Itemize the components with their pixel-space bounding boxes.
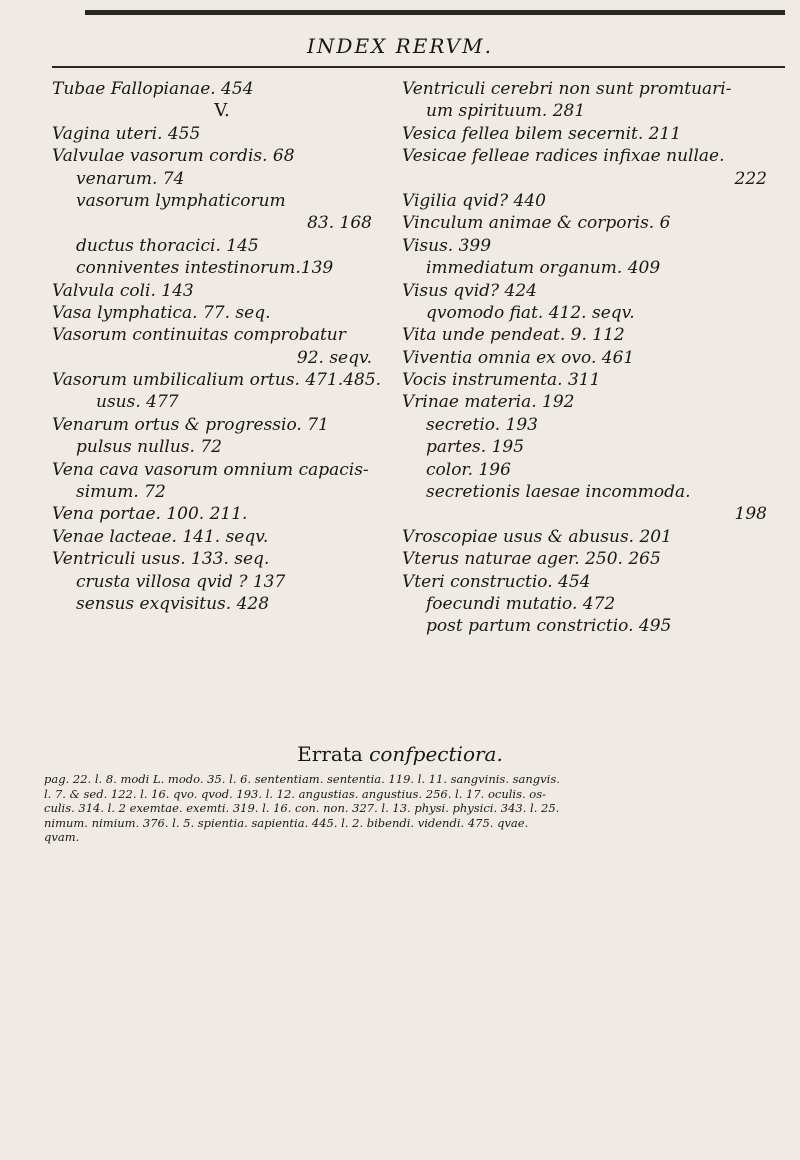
index-entry: sensus exqvisitus. 428 xyxy=(76,593,270,614)
index-entry: Vena portae. 100. 211. xyxy=(52,504,248,525)
index-entry: Viventia omnia ex ovo. 461 xyxy=(402,347,635,368)
errata-line: nimum. nimium. 376. l. 5. spientia. sapientia. 445. l. 2. bibendi. videndi. 475. qvae. xyxy=(44,815,529,830)
index-entry: Vocis instrumenta. 311 xyxy=(402,370,601,391)
index-entry: 198 xyxy=(734,504,767,525)
index-entry: Vesicae felleae radices infixae nullae. xyxy=(402,146,725,167)
index-entry: 92. seqv. xyxy=(296,347,372,368)
index-entry: Vteri constructio. 454 xyxy=(402,571,591,592)
index-entry: Valvulae vasorum cordis. 68 xyxy=(52,146,295,167)
index-entry: Vagina uteri. 455 xyxy=(52,123,201,144)
index-entry: pulsus nullus. 72 xyxy=(76,437,222,458)
section-letter: V. xyxy=(214,100,230,122)
index-entry: Vesica fellea bilem secernit. 211 xyxy=(402,123,682,144)
page-header: INDEX RERVM. xyxy=(307,34,493,58)
index-entry: Vinculum animae & corporis. 6 xyxy=(402,213,671,234)
index-entry: secretio. 193 xyxy=(426,414,538,435)
errata-title-plain: Errata xyxy=(297,742,370,766)
index-entry: partes. 195 xyxy=(426,437,525,458)
index-entry: Venae lacteae. 141. seqv. xyxy=(52,526,269,547)
index-entry: color. 196 xyxy=(426,459,511,480)
index-entry: foecundi mutatio. 472 xyxy=(426,593,616,614)
index-entry: um spirituum. 281 xyxy=(426,101,586,122)
index-entry: Valvula coli. 143 xyxy=(52,280,194,301)
errata-title-italic: confpectiora. xyxy=(369,742,503,766)
index-entry: Vena cava vasorum omnium capacis- xyxy=(52,459,369,480)
index-entry: qvomodo fiat. 412. seqv. xyxy=(426,302,635,323)
top-rule xyxy=(85,10,785,15)
index-entry: Vasorum umbilicalium ortus. 471.485. xyxy=(52,370,382,391)
index-entry: 222 xyxy=(734,168,767,189)
index-right-column xyxy=(402,78,787,638)
index-left-column xyxy=(52,78,392,615)
errata-title xyxy=(0,742,800,766)
index-entry: vasorum lymphaticorum xyxy=(76,190,286,211)
index-entry: Tubae Fallopianae. 454 xyxy=(52,79,254,99)
errata-line: qvam. xyxy=(44,830,80,844)
index-entry: Vasa lymphatica. 77. seq. xyxy=(52,302,271,323)
index-entry: Vrinae materia. 192 xyxy=(402,392,575,413)
index-entry: immediatum organum. 409 xyxy=(426,258,661,279)
index-entry: Vroscopiae usus & abusus. 201 xyxy=(402,526,672,547)
index-entry: conniventes intestinorum.139 xyxy=(76,258,334,279)
index-entry: Vita unde pendeat. 9. 112 xyxy=(402,325,625,346)
index-entry: usus. 477 xyxy=(96,392,179,413)
index-entry: venarum. 74 xyxy=(76,168,185,189)
errata-body xyxy=(44,772,784,845)
errata-line: culis. 314. l. 2 exemtae. exemti. 319. l. 16. con. non. 327. l. 13. physi. physici. 343. l. 25. xyxy=(44,801,560,815)
index-entry: ductus thoracici. 145 xyxy=(76,235,259,256)
index-entry: Visus. 399 xyxy=(402,235,492,256)
index-entry: Ventriculi usus. 133. seq. xyxy=(52,549,270,570)
index-entry: Ventriculi cerebri non sunt promtuari- xyxy=(402,79,732,99)
errata-line: l. 7. & sed. 122. l. 16. qvo. qvod. 193. l. 12. angustias. angustius. 256. l. 17. oculis. os- xyxy=(44,786,547,801)
index-entry: Vterus naturae ager. 250. 265 xyxy=(402,549,661,570)
index-entry: Venarum ortus & progressio. 71 xyxy=(52,414,329,435)
index-entry: post partum constrictio. 495 xyxy=(426,616,672,637)
index-entry: crusta villosa qvid ? 137 xyxy=(76,571,286,592)
index-entry: secretionis laesae incommoda. xyxy=(426,482,691,503)
errata-line: pag. 22. l. 8. modi L. modo. 35. l. 6. sententiam. sententia. 119. l. 11. sangvinis. sangvis. xyxy=(44,772,560,786)
index-entry: Vigilia qvid? 440 xyxy=(402,190,546,211)
header-rule xyxy=(52,66,785,68)
index-entry: Vasorum continuitas comprobatur xyxy=(52,325,346,346)
index-entry: 83. 168 xyxy=(307,213,372,234)
index-entry: Visus qvid? 424 xyxy=(402,280,537,301)
index-entry: simum. 72 xyxy=(76,482,166,503)
